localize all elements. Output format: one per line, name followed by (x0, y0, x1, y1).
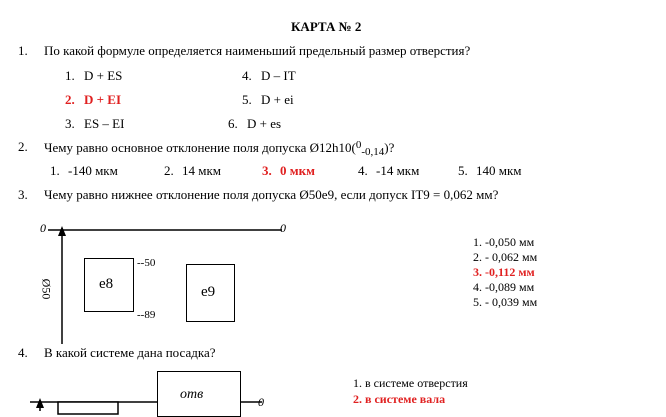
q4-box-hole-label: отв (180, 387, 204, 402)
q4-option-1-num: 1. (353, 376, 362, 390)
q2-option-5-text: 140 мкм (476, 163, 522, 178)
q3-option-1-text: -0,050 мм (485, 235, 535, 249)
q1-option-1-text: D + ES (84, 68, 123, 83)
question-2-text-after: )? (384, 140, 395, 155)
q2-option-2-text: 14 мкм (182, 163, 222, 178)
question-2-sub: -0,14 (361, 146, 385, 158)
q2-option-4-text: -14 мкм (376, 163, 420, 178)
q3-option-1-num: 1. (473, 235, 482, 249)
q2-option-3-num: 3. (262, 163, 272, 178)
question-1-number: 1. (18, 43, 28, 58)
q4-option-2-text: в системе вала (365, 392, 446, 406)
q1-option-2-num: 2. (65, 92, 75, 107)
q3-box-e8-label: e8 (99, 276, 114, 292)
question-3-number: 3. (18, 187, 28, 202)
q4-arrow-head (36, 398, 44, 408)
q4-option-2[interactable] (353, 393, 445, 405)
page-title: КАРТА № 2 (291, 19, 362, 34)
q1-option-1-num: 1. (65, 68, 75, 83)
q2-option-1-num: 1. (50, 163, 60, 178)
q3-option-3-num: 3. (473, 265, 482, 279)
q3-option-2-text: - 0,062 мм (485, 250, 538, 264)
question-4-number: 4. (18, 345, 28, 360)
q1-option-5-text: D + ei (261, 92, 294, 107)
q3-dimension-label: Ø50 (39, 278, 54, 300)
q3-option-2-num: 2. (473, 250, 482, 264)
q2-option-1-text: -140 мкм (68, 163, 118, 178)
q3-mark-bottom: --89 (137, 309, 156, 321)
question-2-sup: 0 (355, 139, 362, 151)
question-2-text-before: Чему равно основное отклонение поля допуска Ø12h10( (44, 140, 356, 155)
q4-shaft-box (58, 402, 118, 414)
question-3-text: Чему равно нижнее отклонение поля допуска Ø50e9, если допуск IT9 = 0,062 мм? (44, 187, 499, 202)
q3-option-3-text: -0,112 мм (485, 265, 535, 279)
q4-option-1[interactable] (353, 377, 468, 389)
question-4-text: В какой системе дана посадка? (44, 345, 216, 360)
q2-option-5-num: 5. (458, 163, 468, 178)
q1-option-6-text: D + es (247, 116, 282, 131)
q1-option-3-num: 3. (65, 116, 75, 131)
q1-option-3-text: ES – EI (84, 116, 125, 131)
q3-zero-right: 0 (280, 221, 286, 235)
q1-option-4-text: D – IT (261, 68, 296, 83)
q3-zero-left: 0 (40, 221, 46, 235)
q4-box-hole (157, 371, 241, 417)
q4-zero-right: 0 (258, 395, 264, 409)
q3-option-4-text: -0,089 мм (485, 280, 535, 294)
question-1-text: По какой формуле определяется наименьший предельный размер отверстия? (44, 43, 471, 58)
q4-option-2-num: 2. (353, 392, 362, 406)
q1-option-4-num: 4. (242, 68, 252, 83)
q2-option-3-text: 0 мкм (280, 163, 315, 178)
q3-option-5-text: - 0,039 мм (485, 295, 538, 309)
q1-option-5-num: 5. (242, 92, 252, 107)
q3-mark-top: --50 (137, 257, 156, 269)
q4-option-1-text: в системе отверстия (365, 376, 468, 390)
q3-box-e9-label: e9 (201, 284, 216, 300)
q1-option-2-text: D + EI (84, 92, 122, 107)
q3-option-4-num: 4. (473, 280, 482, 294)
q2-option-2-num: 2. (164, 163, 174, 178)
question-2-number: 2. (18, 139, 28, 154)
q3-option-5-num: 5. (473, 295, 482, 309)
q1-option-6-num: 6. (228, 116, 238, 131)
q2-option-4-num: 4. (358, 163, 368, 178)
